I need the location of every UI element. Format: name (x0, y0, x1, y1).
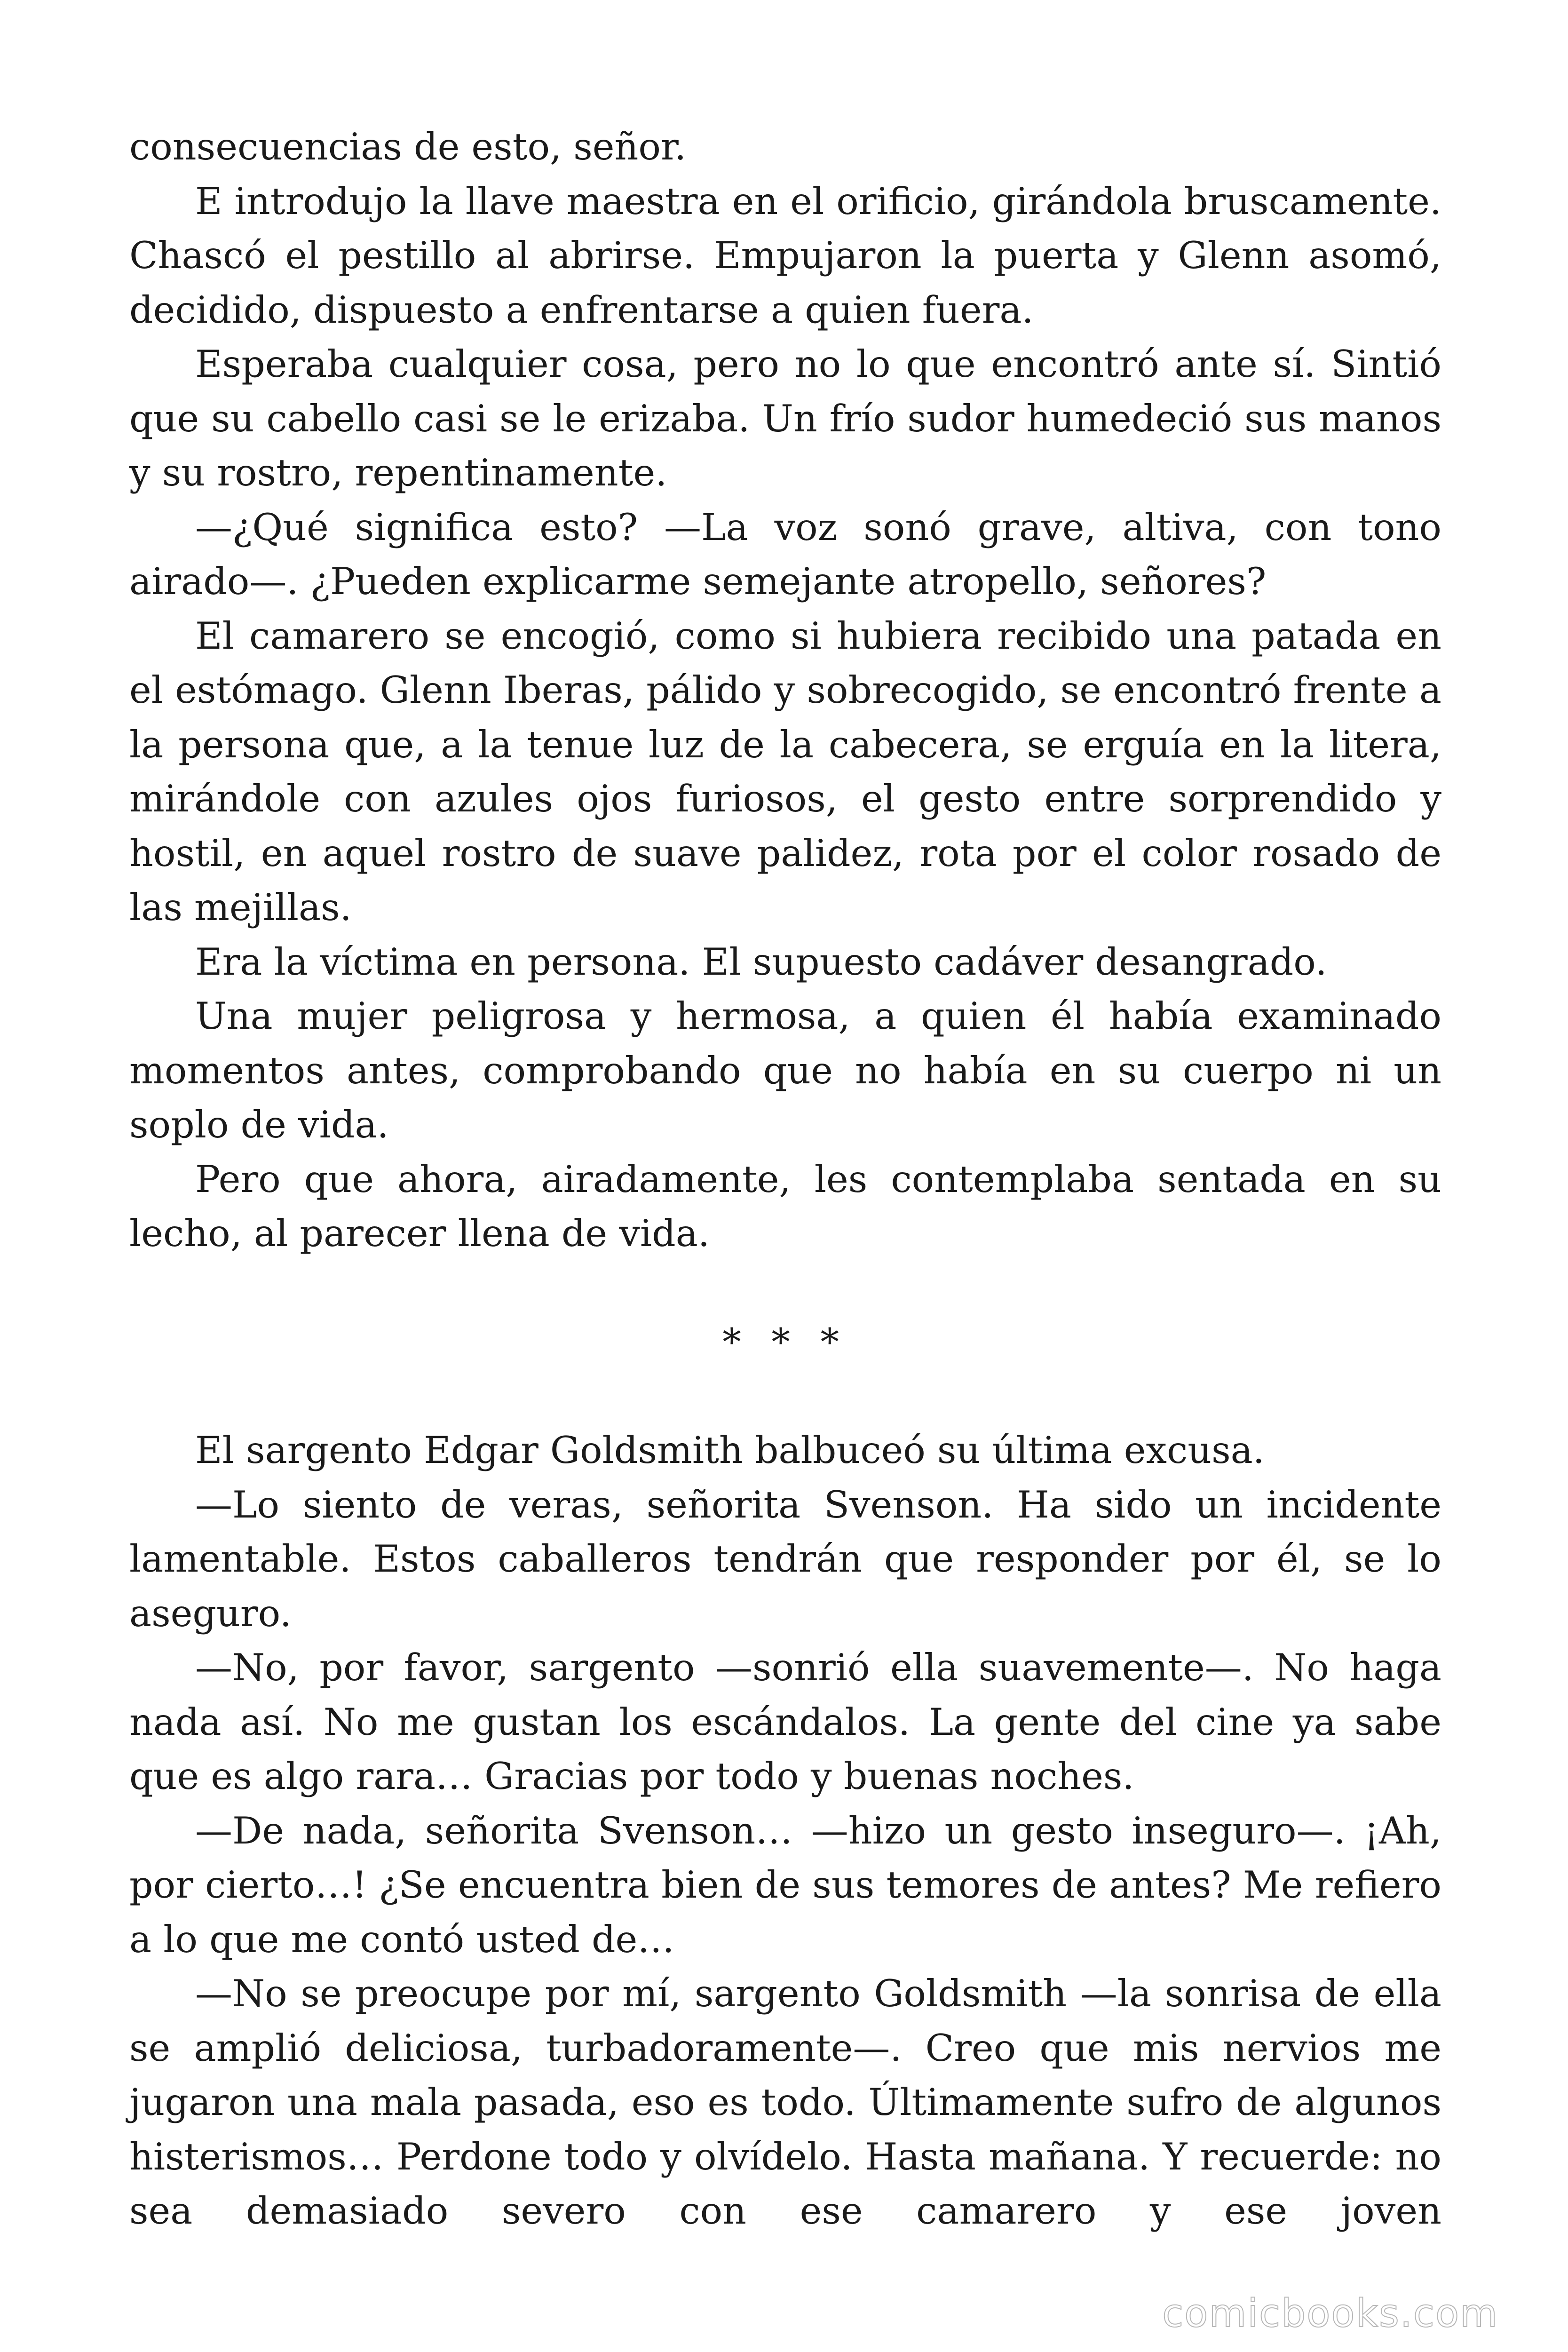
paragraph-11: —No, por favor, sargento —sonrió ella suavemente—. No haga nada así. No me gustan los escándalos. La gente del cine ya sabe que es algo rara… Gracias por todo y buenas noches. (129, 1646, 1441, 1798)
book-page (129, 120, 1441, 2239)
scene-break: * * * (722, 1320, 848, 1364)
paragraph-9: El sargento Edgar Goldsmith balbuceó su última excusa. (195, 1429, 1265, 1472)
paragraph-8: Pero que ahora, airadamente, les contemplaba sentada en su lecho, al parecer llena de vida. (129, 1157, 1441, 1255)
paragraph-4: —¿Qué significa esto? —La voz sonó grave, altiva, con tono airado—. ¿Pueden explicarme semejante atropello, señores? (129, 505, 1441, 603)
paragraph-6: Era la víctima en persona. El supuesto cadáver desangrado. (195, 940, 1327, 984)
paragraph-13: —No se preocupe por mí, sargento Goldsmith —la sonrisa de ella se amplió deliciosa, turbadoramente—. Creo que mis nervios me jugaron una mala pasada, eso es todo. Últimamente sufro de algunos histerismos… Perdone todo y olvídelo. Hasta mañana. Y recuerde: no sea demasiado severo con ese camarero y ese joven (129, 1972, 1441, 2233)
paragraph-1: consecuencias de esto, señor. (129, 125, 687, 168)
watermark: comicbooks.com (1162, 2291, 1498, 2336)
paragraph-5: El camarero se encogió, como si hubiera recibido una patada en el estómago. Glenn Iberas, pálido y sobrecogido, se encontró frente a la persona que, a la tenue luz de la cabecera, se erguía en la litera, mirándole con azules ojos furiosos, el gesto entre sorprendido y hostil, en aquel rostro de suave palidez, rota por el color rosado de las mejillas. (129, 614, 1441, 929)
paragraph-10: —Lo siento de veras, señorita Svenson. Ha sido un incidente lamentable. Estos caballeros tendrán que responder por él, se lo aseguro. (129, 1483, 1441, 1635)
paragraph-3: Esperaba cualquier cosa, pero no lo que encontró ante sí. Sintió que su cabello casi se le erizaba. Un frío sudor humedeció sus manos y su rostro, repentinamente. (129, 342, 1441, 494)
paragraph-7: Una mujer peligrosa y hermosa, a quien él había examinado momentos antes, comprobando que no había en su cuerpo ni un soplo de vida. (129, 994, 1441, 1146)
paragraph-12: —De nada, señorita Svenson… —hizo un gesto inseguro—. ¡Ah, por cierto…! ¿Se encuentra bien de sus temores de antes? Me refiero a lo que me contó usted de… (129, 1809, 1441, 1961)
paragraph-2: E introdujo la llave maestra en el orificio, girándola bruscamente. Chascó el pestillo al abrirse. Empujaron la puerta y Glenn asomó, decidido, dispuesto a enfrentarse a quien fuera. (129, 179, 1441, 332)
